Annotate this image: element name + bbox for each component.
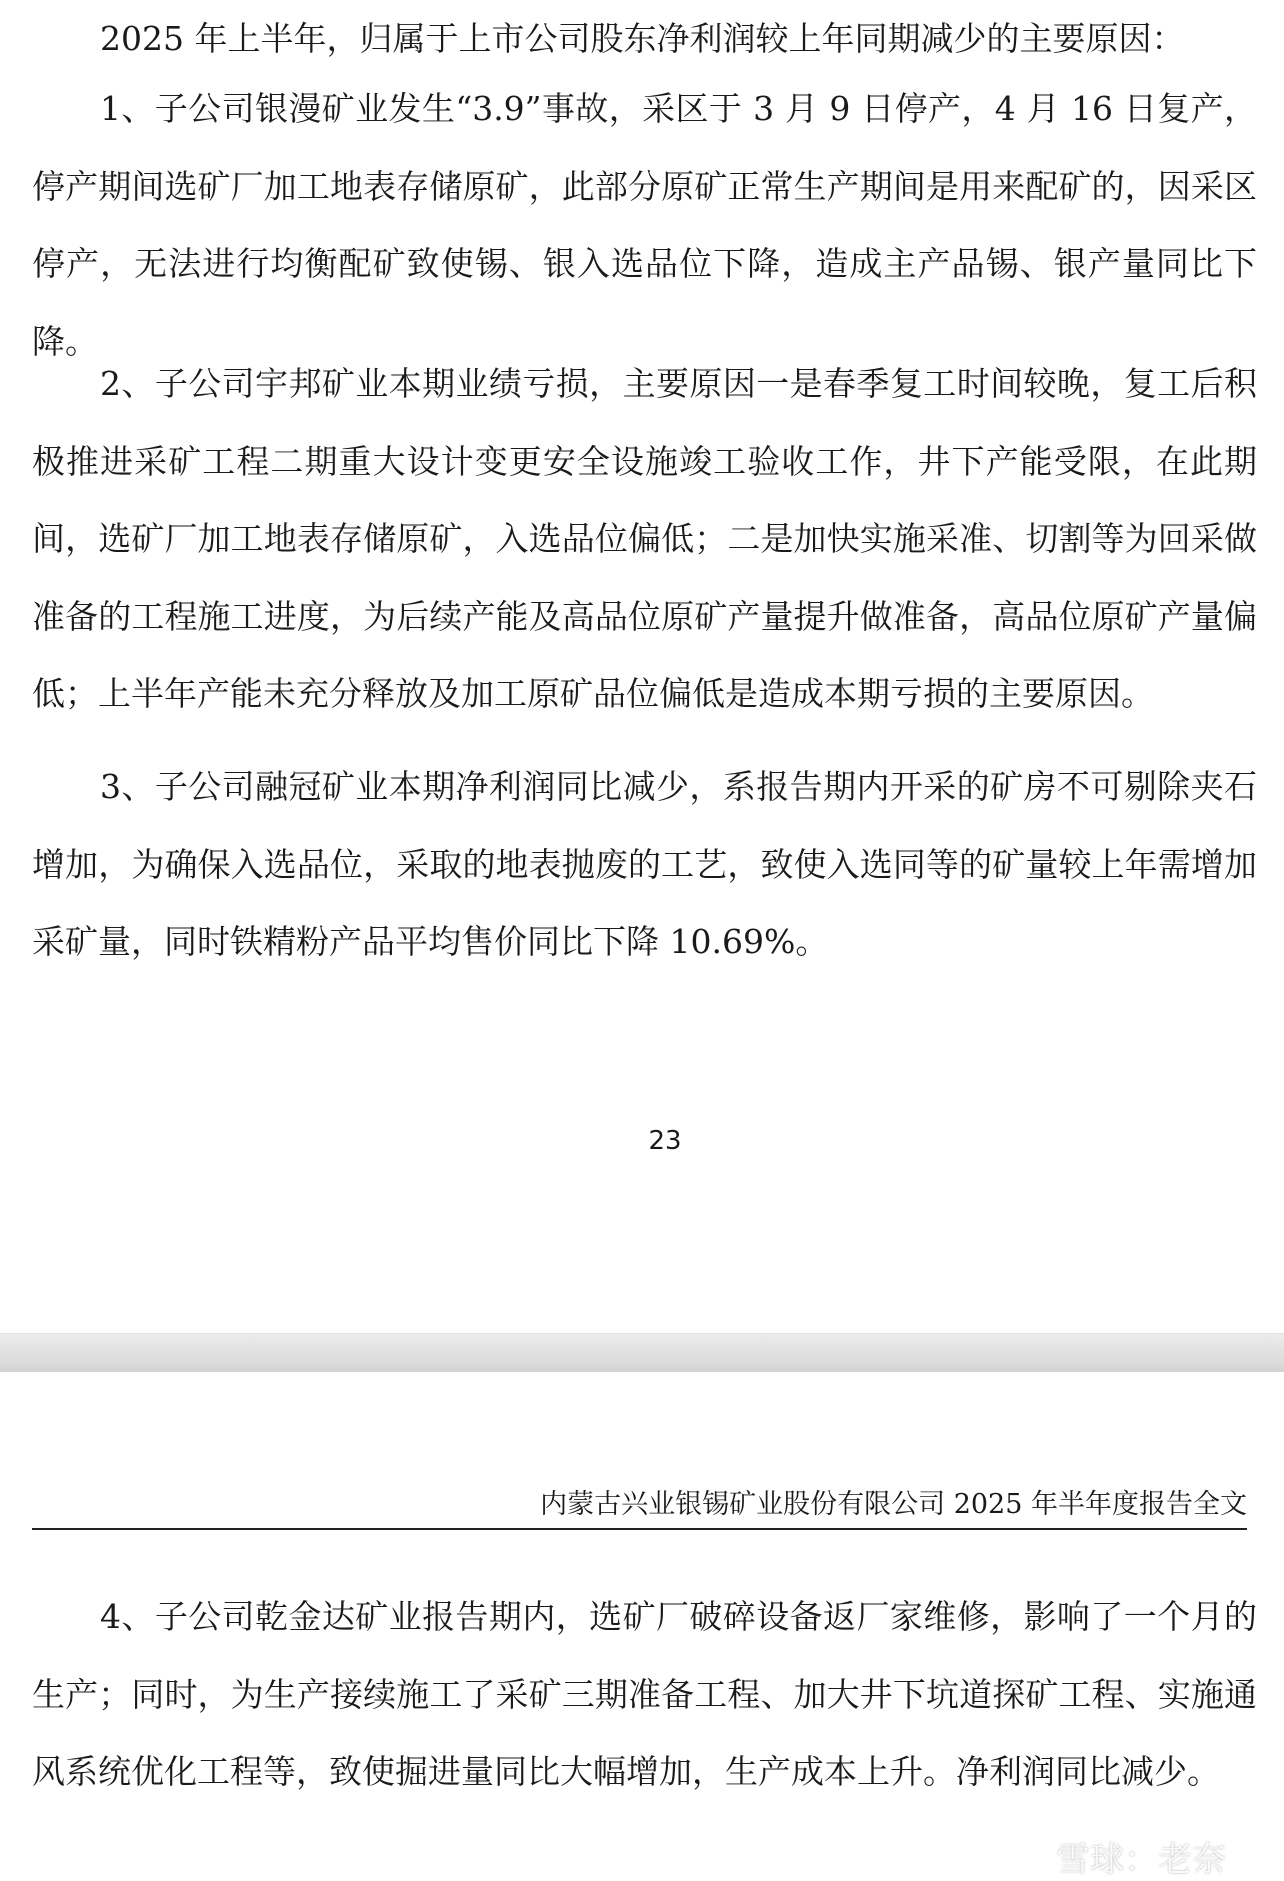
watermark-text: 雪球：老奈 <box>1056 1839 1226 1880</box>
page-number: 23 <box>648 1126 682 1156</box>
page-separator <box>0 1333 1284 1374</box>
reason-2-paragraph: 2、子公司宇邦矿业本期业绩亏损，主要原因一是春季复工时间较晚，复工后积极推进采矿工程二期重大设计变更安全设施竣工验收工作，井下产能受限，在此期间，选矿厂加工地表存储原矿，入选品位偏低；二是加快实施采准、切割等为回采做准备的工程施工进度，为后续产能及高品位原矿产量提升做准备，高品位原矿产量偏低；上半年产能未充分释放及加工原矿品位偏低是造成本期亏损的主要原因。 <box>32 364 1257 713</box>
xueqiu-watermark <box>1008 1836 1226 1880</box>
reason-3-paragraph: 3、子公司融冠矿业本期净利润同比减少，系报告期内开采的矿房不可剔除夹石增加，为确保入选品位，采取的地表抛废的工艺，致使入选同等的矿量较上年需增加采矿量，同时铁精粉产品平均售价同比下降 10.69%。 <box>32 767 1257 961</box>
header-rule <box>32 1528 1247 1530</box>
running-header: 内蒙古兴业银锡矿业股份有限公司 2025 年半年度报告全文 <box>540 1489 1247 1520</box>
reason-4-paragraph: 4、子公司乾金达矿业报告期内，选矿厂破碎设备返厂家维修，影响了一个月的生产；同时，为生产接续施工了采矿三期准备工程、加大井下坑道探矿工程、实施通风系统优化工程等，致使掘进量同比大幅增加，生产成本上升。净利润同比减少。 <box>32 1597 1257 1791</box>
reason-1-paragraph: 1、子公司银漫矿业发生“3.9”事故，采区于 3 月 9 日停产，4 月 16 日复产，停产期间选矿厂加工地表存储原矿，此部分原矿正常生产期间是用来配矿的，因采区停产，无法进行均衡配矿致使锡、银入选品位下降，造成主产品锡、银产量同比下降。 <box>32 89 1257 361</box>
intro-paragraph: 2025 年上半年，归属于上市公司股东净利润较上年同期减少的主要原因： <box>100 19 1185 58</box>
xueqiu-logo-icon <box>1008 1836 1048 1876</box>
